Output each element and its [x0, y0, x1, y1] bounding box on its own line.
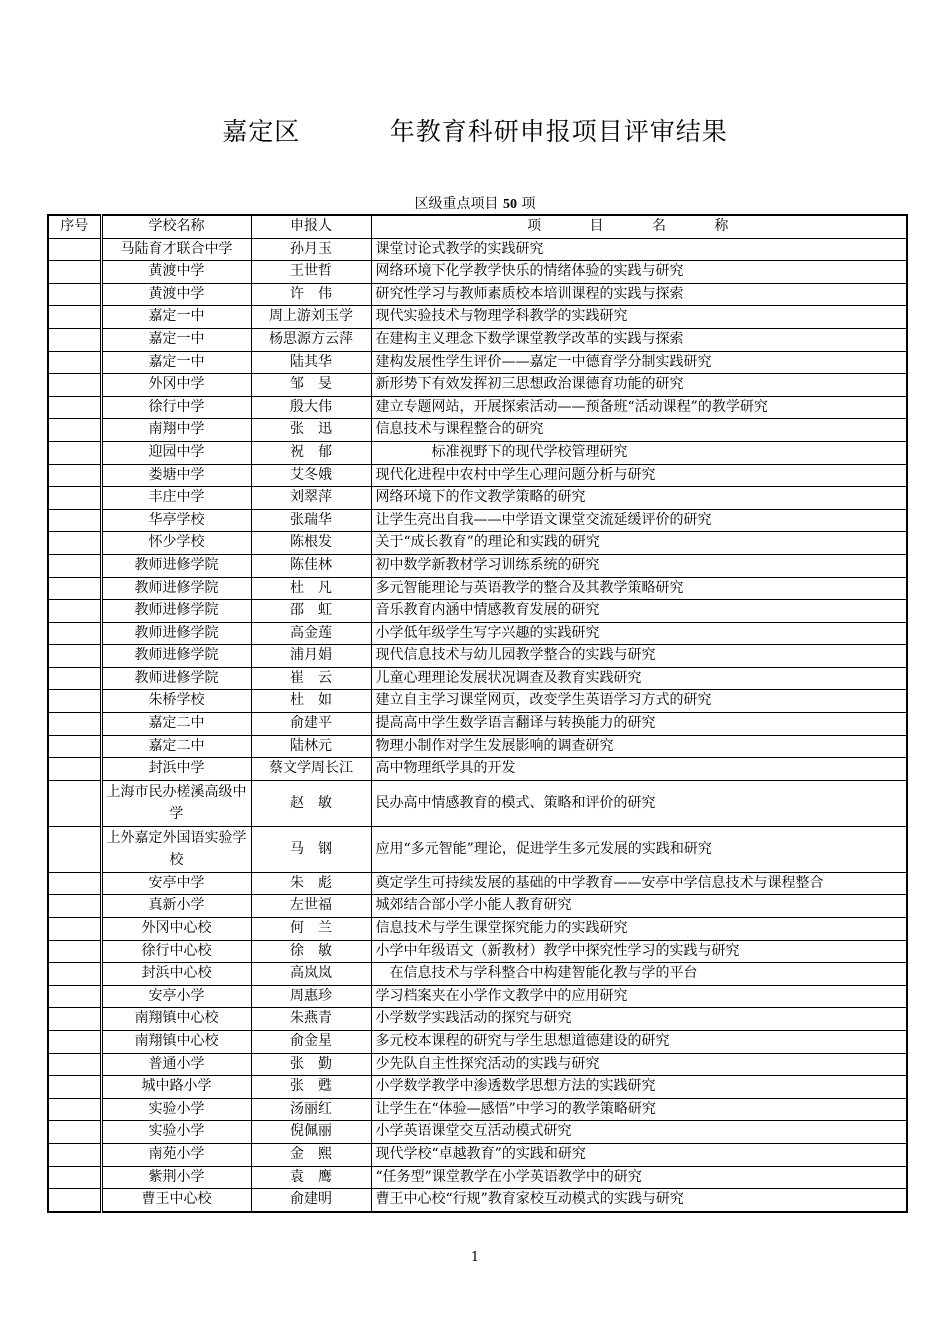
row-no: [48, 758, 101, 781]
row-project: 高中物理纸学具的开发: [371, 758, 907, 781]
table-row: [48, 487, 907, 510]
table-row: [48, 985, 907, 1008]
row-no: [48, 735, 101, 758]
table-row: [48, 509, 907, 532]
row-applicant: 艾冬娥: [251, 464, 371, 487]
row-school: 嘉定二中: [101, 735, 251, 758]
row-school: 嘉定一中: [101, 351, 251, 374]
table-row: [48, 1008, 907, 1031]
row-school: 实验小学: [101, 1098, 251, 1121]
row-project: 多元智能理论与英语教学的整合及其教学策略研究: [371, 577, 907, 600]
row-project: 标准视野下的现代学校管理研究: [371, 441, 907, 464]
row-school: 嘉定一中: [101, 306, 251, 329]
row-project: 现代实验技术与物理学科教学的实践研究: [371, 306, 907, 329]
row-applicant: 陆其华: [251, 351, 371, 374]
table-row: [48, 690, 907, 713]
row-no: [48, 351, 101, 374]
row-no: [48, 1121, 101, 1144]
row-no: [48, 261, 101, 284]
row-applicant: 赵 敏: [251, 780, 371, 826]
row-no: [48, 645, 101, 668]
page-number: 1: [470, 1250, 480, 1265]
row-applicant: 高金莲: [251, 622, 371, 645]
row-project: 多元校本课程的研究与学生思想道德建设的研究: [371, 1031, 907, 1054]
row-project: 让学生在“体验—感悟”中学习的教学策略研究: [371, 1098, 907, 1121]
table-row: [48, 1143, 907, 1166]
row-project: 小学英语课堂交互活动模式研究: [371, 1121, 907, 1144]
row-project: 研究性学习与教师素质校本培训课程的实践与探索: [371, 283, 907, 306]
row-project: 课堂讨论式教学的实践研究: [371, 238, 907, 261]
row-project: 让学生亮出自我——中学语文课堂交流延缓评价的研究: [371, 509, 907, 532]
row-no: [48, 667, 101, 690]
row-applicant: 王世哲: [251, 261, 371, 284]
table-row: [48, 419, 907, 442]
table-row: [48, 758, 907, 781]
row-no: [48, 1008, 101, 1031]
row-school: 马陆育才联合中学: [101, 238, 251, 261]
row-no: [48, 1166, 101, 1189]
header-school: 学校名称: [101, 215, 251, 238]
row-applicant: 张 勤: [251, 1053, 371, 1076]
table-row: [48, 1076, 907, 1099]
row-no: [48, 780, 101, 826]
row-applicant: 陈根发: [251, 532, 371, 555]
row-school: 教师进修学院: [101, 577, 251, 600]
row-no: [48, 1076, 101, 1099]
row-applicant: 浦月娟: [251, 645, 371, 668]
row-project: 关于“成长教育”的理论和实践的研究: [371, 532, 907, 555]
row-school: 实验小学: [101, 1121, 251, 1144]
row-applicant: 张 甦: [251, 1076, 371, 1099]
row-no: [48, 306, 101, 329]
table-header-row: [48, 215, 907, 238]
row-project: 音乐教育内涵中情感教育发展的研究: [371, 600, 907, 623]
row-applicant: 祝 郁: [251, 441, 371, 464]
row-school: 南翔镇中心校: [101, 1031, 251, 1054]
row-no: [48, 826, 101, 872]
row-applicant: 刘翠萍: [251, 487, 371, 510]
row-applicant: 杜 如: [251, 690, 371, 713]
row-project: 小学数学教学中渗透数学思想方法的实践研究: [371, 1076, 907, 1099]
row-no: [48, 238, 101, 261]
table-row: [48, 306, 907, 329]
table-row: [48, 351, 907, 374]
table-row: [48, 1053, 907, 1076]
row-no: [48, 577, 101, 600]
row-no: [48, 940, 101, 963]
row-applicant: 杨思源方云萍: [251, 328, 371, 351]
row-applicant: 俞金星: [251, 1031, 371, 1054]
row-school: 教师进修学院: [101, 645, 251, 668]
row-no: [48, 1143, 101, 1166]
table-row: [48, 441, 907, 464]
table-row: [48, 780, 907, 826]
row-school: 紫荆小学: [101, 1166, 251, 1189]
row-school: 徐行中心校: [101, 940, 251, 963]
row-project: 信息技术与课程整合的研究: [371, 419, 907, 442]
row-project: 现代信息技术与幼儿园教学整合的实践与研究: [371, 645, 907, 668]
row-school: 封浜中学: [101, 758, 251, 781]
row-project: 网络环境下的作文教学策略的研究: [371, 487, 907, 510]
row-no: [48, 1053, 101, 1076]
table-row: [48, 396, 907, 419]
row-no: [48, 1031, 101, 1054]
row-applicant: 张 迅: [251, 419, 371, 442]
table-row: [48, 872, 907, 895]
table-row: [48, 1166, 907, 1189]
row-applicant: 孙月玉: [251, 238, 371, 261]
row-project: 建构发展性学生评价——嘉定一中德育学分制实践研究: [371, 351, 907, 374]
table-row: [48, 667, 907, 690]
row-school: 嘉定一中: [101, 328, 251, 351]
row-applicant: 许 伟: [251, 283, 371, 306]
row-applicant: 陆林元: [251, 735, 371, 758]
table-row: [48, 645, 907, 668]
row-project: 现代学校“卓越教育”的实践和研究: [371, 1143, 907, 1166]
row-project: 建立专题网站，开展探索活动——预备班“活动课程”的教学研究: [371, 396, 907, 419]
row-applicant: 崔 云: [251, 667, 371, 690]
row-applicant: 袁 鹰: [251, 1166, 371, 1189]
row-school: 上外嘉定外国语实验学校: [101, 826, 251, 872]
row-applicant: 俞建明: [251, 1189, 371, 1212]
row-applicant: 徐 敏: [251, 940, 371, 963]
row-school: 外冈中心校: [101, 918, 251, 941]
row-no: [48, 622, 101, 645]
row-school: 嘉定二中: [101, 713, 251, 736]
table-row: [48, 532, 907, 555]
row-project: 新形势下有效发挥初三思想政治课德育功能的研究: [371, 374, 907, 397]
row-applicant: 周惠珍: [251, 985, 371, 1008]
table-row: [48, 328, 907, 351]
row-no: [48, 396, 101, 419]
table-row: [48, 895, 907, 918]
row-project: 奠定学生可持续发展的基础的中学教育——安亭中学信息技术与课程整合: [371, 872, 907, 895]
row-no: [48, 464, 101, 487]
row-project: 网络环境下化学教学快乐的情绪体验的实践与研究: [371, 261, 907, 284]
row-project: 现代化进程中农村中学生心理问题分析与研究: [371, 464, 907, 487]
row-no: [48, 283, 101, 306]
row-applicant: 何 兰: [251, 918, 371, 941]
row-no: [48, 963, 101, 986]
row-no: [48, 509, 101, 532]
table-row: [48, 577, 907, 600]
results-table-wrapper: [47, 214, 906, 1213]
row-no: [48, 419, 101, 442]
subtitle: [0, 193, 950, 213]
row-no: [48, 872, 101, 895]
table-row: [48, 238, 907, 261]
row-school: 怀少学校: [101, 532, 251, 555]
row-applicant: 汤丽红: [251, 1098, 371, 1121]
table-row: [48, 826, 907, 872]
subtitle-prefix: 区级重点项目: [414, 196, 503, 212]
row-project: 建立自主学习课堂网页，改变学生英语学习方式的研究: [371, 690, 907, 713]
table-row: [48, 1121, 907, 1144]
subtitle-count: 50: [503, 197, 517, 212]
table-row: [48, 918, 907, 941]
results-table: [47, 214, 908, 1213]
row-school: 娄塘中学: [101, 464, 251, 487]
row-project: 儿童心理理论发展状况调查及教育实践研究: [371, 667, 907, 690]
table-row: [48, 1098, 907, 1121]
table-row: [48, 1031, 907, 1054]
row-no: [48, 374, 101, 397]
row-applicant: 蔡文学周长江: [251, 758, 371, 781]
row-school: 曹王中心校: [101, 1189, 251, 1212]
table-row: [48, 622, 907, 645]
row-applicant: 陈佳林: [251, 554, 371, 577]
row-school: 黄渡中学: [101, 283, 251, 306]
row-applicant: 金 熙: [251, 1143, 371, 1166]
row-applicant: 周上游刘玉学: [251, 306, 371, 329]
row-school: 南翔镇中心校: [101, 1008, 251, 1031]
row-school: 丰庄中学: [101, 487, 251, 510]
row-no: [48, 895, 101, 918]
table-row: [48, 283, 907, 306]
row-no: [48, 487, 101, 510]
row-applicant: 朱燕青: [251, 1008, 371, 1031]
table-row: [48, 464, 907, 487]
row-applicant: 殷大伟: [251, 396, 371, 419]
row-project: “任务型”课堂教学在小学英语教学中的研究: [371, 1166, 907, 1189]
row-project: 初中数学新教材学习训练系统的研究: [371, 554, 907, 577]
row-project: 信息技术与学生课堂探究能力的实践研究: [371, 918, 907, 941]
row-school: 教师进修学院: [101, 622, 251, 645]
row-project: 小学低年级学生写字兴趣的实践研究: [371, 622, 907, 645]
row-applicant: 马 钢: [251, 826, 371, 872]
row-applicant: 倪佩丽: [251, 1121, 371, 1144]
row-school: 城中路小学: [101, 1076, 251, 1099]
row-project: 学习档案夹在小学作文教学中的应用研究: [371, 985, 907, 1008]
row-applicant: 高岚岚: [251, 963, 371, 986]
row-applicant: 张瑞华: [251, 509, 371, 532]
row-applicant: 朱 彪: [251, 872, 371, 895]
row-school: 南苑小学: [101, 1143, 251, 1166]
table-row: [48, 554, 907, 577]
header-no: 序号: [48, 215, 101, 238]
row-project: 在信息技术与学科整合中构建智能化教与学的平台: [371, 963, 907, 986]
table-row: [48, 374, 907, 397]
row-no: [48, 1098, 101, 1121]
row-project: 小学数学实践活动的探究与研究: [371, 1008, 907, 1031]
row-project: 提高高中学生数学语言翻译与转换能力的研究: [371, 713, 907, 736]
row-school: 上海市民办槎溪高级中学: [101, 780, 251, 826]
row-no: [48, 441, 101, 464]
row-project: 少先队自主性探究活动的实践与研究: [371, 1053, 907, 1076]
row-school: 南翔中学: [101, 419, 251, 442]
row-school: 教师进修学院: [101, 667, 251, 690]
row-school: 真新小学: [101, 895, 251, 918]
row-project: 民办高中情感教育的模式、策略和评价的研究: [371, 780, 907, 826]
row-project: 城郊结合部小学小能人教育研究: [371, 895, 907, 918]
row-school: 华亭学校: [101, 509, 251, 532]
row-no: [48, 985, 101, 1008]
row-school: 徐行中学: [101, 396, 251, 419]
table-row: [48, 713, 907, 736]
row-school: 黄渡中学: [101, 261, 251, 284]
row-school: 教师进修学院: [101, 600, 251, 623]
table-body: [48, 238, 907, 1212]
table-row: [48, 940, 907, 963]
row-applicant: 邹 旻: [251, 374, 371, 397]
row-school: 迎园中学: [101, 441, 251, 464]
row-no: [48, 600, 101, 623]
row-no: [48, 554, 101, 577]
header-project: 项 目 名 称: [371, 215, 907, 238]
row-school: 封浜中心校: [101, 963, 251, 986]
row-school: 安亭小学: [101, 985, 251, 1008]
row-no: [48, 918, 101, 941]
table-row: [48, 261, 907, 284]
row-school: 外冈中学: [101, 374, 251, 397]
row-applicant: 邵 虹: [251, 600, 371, 623]
row-no: [48, 690, 101, 713]
row-no: [48, 713, 101, 736]
table-row: [48, 600, 907, 623]
row-no: [48, 532, 101, 555]
row-project: 小学中年级语文（新教材）教学中探究性学习的实践与研究: [371, 940, 907, 963]
table-row: [48, 735, 907, 758]
row-no: [48, 328, 101, 351]
row-applicant: 俞建平: [251, 713, 371, 736]
header-applicant: 申报人: [251, 215, 371, 238]
row-no: [48, 1189, 101, 1212]
row-applicant: 杜 凡: [251, 577, 371, 600]
row-project: 物理小制作对学生发展影响的调查研究: [371, 735, 907, 758]
table-row: [48, 1189, 907, 1212]
row-project: 在建构主义理念下数学课堂教学改革的实践与探索: [371, 328, 907, 351]
page-title: 嘉定区 年教育科研申报项目评审结果: [222, 117, 728, 146]
row-applicant: 左世福: [251, 895, 371, 918]
row-school: 朱桥学校: [101, 690, 251, 713]
row-school: 安亭中学: [101, 872, 251, 895]
row-project: 曹王中心校“行规”教育家校互动模式的实践与研究: [371, 1189, 907, 1212]
row-school: 教师进修学院: [101, 554, 251, 577]
row-project: 应用“多元智能”理论，促进学生多元发展的实践和研究: [371, 826, 907, 872]
table-row: [48, 963, 907, 986]
subtitle-suffix: 项: [517, 196, 536, 212]
row-school: 普通小学: [101, 1053, 251, 1076]
